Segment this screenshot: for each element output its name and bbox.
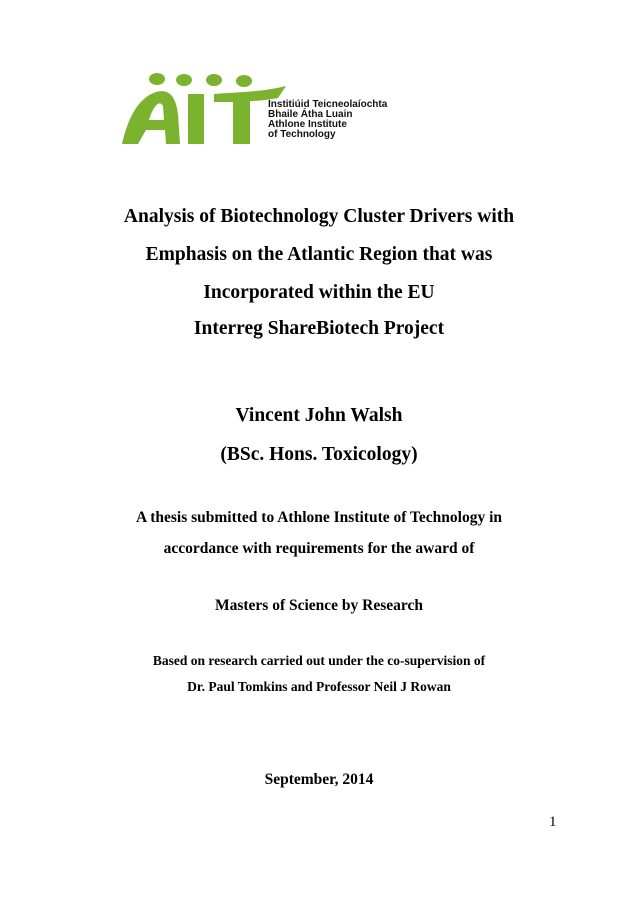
degree: Masters of Science by Research [214, 597, 424, 614]
ait-logo-text [268, 100, 387, 140]
submission-date: September, 2014 [264, 771, 374, 788]
logo-line-4: of Technology [268, 129, 336, 140]
title-line-2: Emphasis on the Atlantic Region that was [145, 244, 493, 265]
thesis-statement-line-1: A thesis submitted to Athlone Institute of Technology in [135, 509, 503, 526]
logo-line-2: Bhaile Átha Luain [268, 109, 353, 120]
title-line-3: Incorporated within the EU [203, 282, 435, 303]
author-qualification: (BSc. Hons. Toxicology) [220, 444, 418, 465]
supervision-line-2: Dr. Paul Tomkins and Professor Neil J Rowan [187, 679, 451, 694]
title-line-1: Analysis of Biotechnology Cluster Drivers with [123, 206, 515, 227]
logo-line-3: Athlone Institute [268, 119, 347, 130]
title-line-4: Interreg ShareBiotech Project [193, 318, 445, 339]
supervision-line-1: Based on research carried out under the co-supervision of [152, 653, 486, 668]
logo-line-1: Institiúid Teicneolaíochta [268, 99, 388, 110]
page-number: 1 [549, 814, 557, 830]
author-name: Vincent John Walsh [235, 405, 403, 426]
thesis-statement-line-2: accordance with requirements for the award of [163, 540, 475, 557]
